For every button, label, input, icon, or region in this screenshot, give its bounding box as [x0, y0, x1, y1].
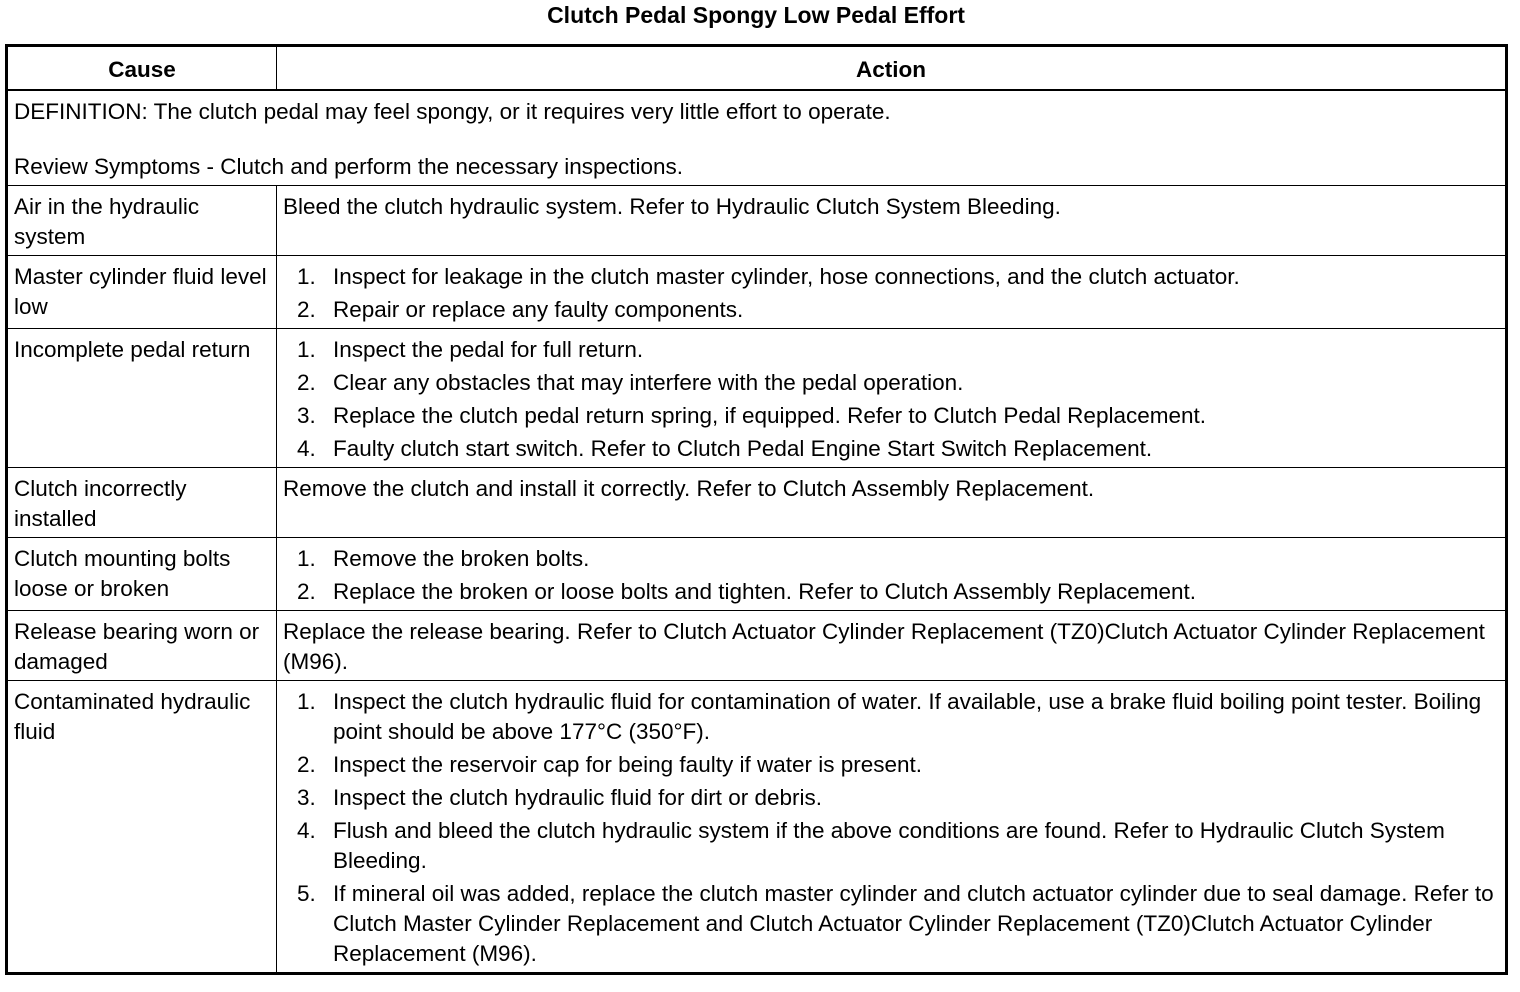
- step-text: Flush and bleed the clutch hydraulic system if the above conditions are found. Refer to Hydraulic Clutch System Bleeding.: [333, 818, 1445, 873]
- table-row: [7, 681, 1507, 974]
- table-row: [7, 186, 1507, 256]
- action-step: [283, 687, 1499, 747]
- table-row: [7, 538, 1507, 611]
- table-row: [7, 256, 1507, 329]
- cause-cell: Incomplete pedal return: [7, 329, 277, 468]
- action-step-list: [283, 544, 1499, 607]
- action-cell: Remove the clutch and install it correctly. Refer to Clutch Assembly Replacement.: [277, 468, 1507, 538]
- step-text: Inspect for leakage in the clutch master cylinder, hose connections, and the clutch actuator.: [333, 264, 1240, 289]
- step-text: Inspect the clutch hydraulic fluid for contamination of water. If available, use a brake fluid boiling point tester. Boiling point should be above 177°C (350°F).: [333, 689, 1482, 744]
- action-step-list: [283, 262, 1499, 325]
- step-number: 1.: [297, 546, 316, 571]
- step-text: Inspect the clutch hydraulic fluid for dirt or debris.: [333, 785, 822, 810]
- action-cell: [277, 256, 1507, 329]
- step-number: 2.: [297, 297, 316, 322]
- page-title: Clutch Pedal Spongy Low Pedal Effort: [547, 2, 965, 28]
- cause-cell: Clutch mounting bolts loose or broken: [7, 538, 277, 611]
- cause-cell: Clutch incorrectly installed: [7, 468, 277, 538]
- definition-cell: [7, 90, 1507, 186]
- action-step: [283, 577, 1499, 607]
- review-symptoms-text: Review Symptoms - Clutch and perform the necessary inspections.: [14, 154, 684, 179]
- step-number: 4.: [297, 818, 316, 843]
- action-step: [283, 262, 1499, 292]
- step-number: 1.: [297, 337, 316, 362]
- definition-row: [7, 90, 1507, 186]
- action-step: [283, 544, 1499, 574]
- cause-cell: Master cylinder fluid level low: [7, 256, 277, 329]
- step-text: Remove the broken bolts.: [333, 546, 590, 571]
- action-step: [283, 368, 1499, 398]
- step-text: Faulty clutch start switch. Refer to Clutch Pedal Engine Start Switch Replacement.: [333, 436, 1153, 461]
- step-text: If mineral oil was added, replace the clutch master cylinder and clutch actuator cylinder due to seal damage. Refer to Clutch Master Cylinder Replacement and Clutch Actuator Cylinder Replacement (TZ0)Clutch Actuator Cylinder Replacement (M96).: [333, 881, 1494, 966]
- diagnostic-table: [5, 44, 1508, 975]
- definition-text: DEFINITION: The clutch pedal may feel spongy, or it requires very little effort to operate.: [14, 99, 891, 124]
- step-number: 4.: [297, 436, 316, 461]
- step-text: Inspect the pedal for full return.: [333, 337, 644, 362]
- step-text: Clear any obstacles that may interfere with the pedal operation.: [333, 370, 964, 395]
- table-row: [7, 329, 1507, 468]
- cause-cell: Contaminated hydraulic fluid: [7, 681, 277, 974]
- step-number: 3.: [297, 785, 316, 810]
- action-cell: Bleed the clutch hydraulic system. Refer to Hydraulic Clutch System Bleeding.: [277, 186, 1507, 256]
- action-step: [283, 879, 1499, 969]
- action-step-list: [283, 687, 1499, 969]
- action-column-header: Action: [277, 46, 1507, 91]
- table-row: [7, 611, 1507, 681]
- step-text: Repair or replace any faulty components.: [333, 297, 744, 322]
- action-step: [283, 750, 1499, 780]
- step-number: 3.: [297, 403, 316, 428]
- step-number: 2.: [297, 579, 316, 604]
- cause-cell: Air in the hydraulic system: [7, 186, 277, 256]
- step-text: Replace the broken or loose bolts and tighten. Refer to Clutch Assembly Replacement.: [333, 579, 1196, 604]
- step-number: 2.: [297, 370, 316, 395]
- action-cell: [277, 538, 1507, 611]
- action-step: [283, 816, 1499, 876]
- step-number: 1.: [297, 264, 316, 289]
- action-step: [283, 783, 1499, 813]
- action-cell: [277, 681, 1507, 974]
- step-number: 2.: [297, 752, 316, 777]
- step-text: Inspect the reservoir cap for being faulty if water is present.: [333, 752, 923, 777]
- cause-cell: Release bearing worn or damaged: [7, 611, 277, 681]
- action-step-list: [283, 335, 1499, 464]
- step-number: 5.: [297, 881, 316, 906]
- action-step: [283, 401, 1499, 431]
- table-row: [7, 468, 1507, 538]
- action-step: [283, 295, 1499, 325]
- cause-column-header: Cause: [7, 46, 277, 91]
- action-cell: [277, 329, 1507, 468]
- action-cell: Replace the release bearing. Refer to Clutch Actuator Cylinder Replacement (TZ0)Clutch Actuator Cylinder Replacement (M96).: [277, 611, 1507, 681]
- table-header-row: [7, 46, 1507, 91]
- action-step: [283, 434, 1499, 464]
- step-text: Replace the clutch pedal return spring, if equipped. Refer to Clutch Pedal Replacement.: [333, 403, 1207, 428]
- step-number: 1.: [297, 689, 316, 714]
- action-step: [283, 335, 1499, 365]
